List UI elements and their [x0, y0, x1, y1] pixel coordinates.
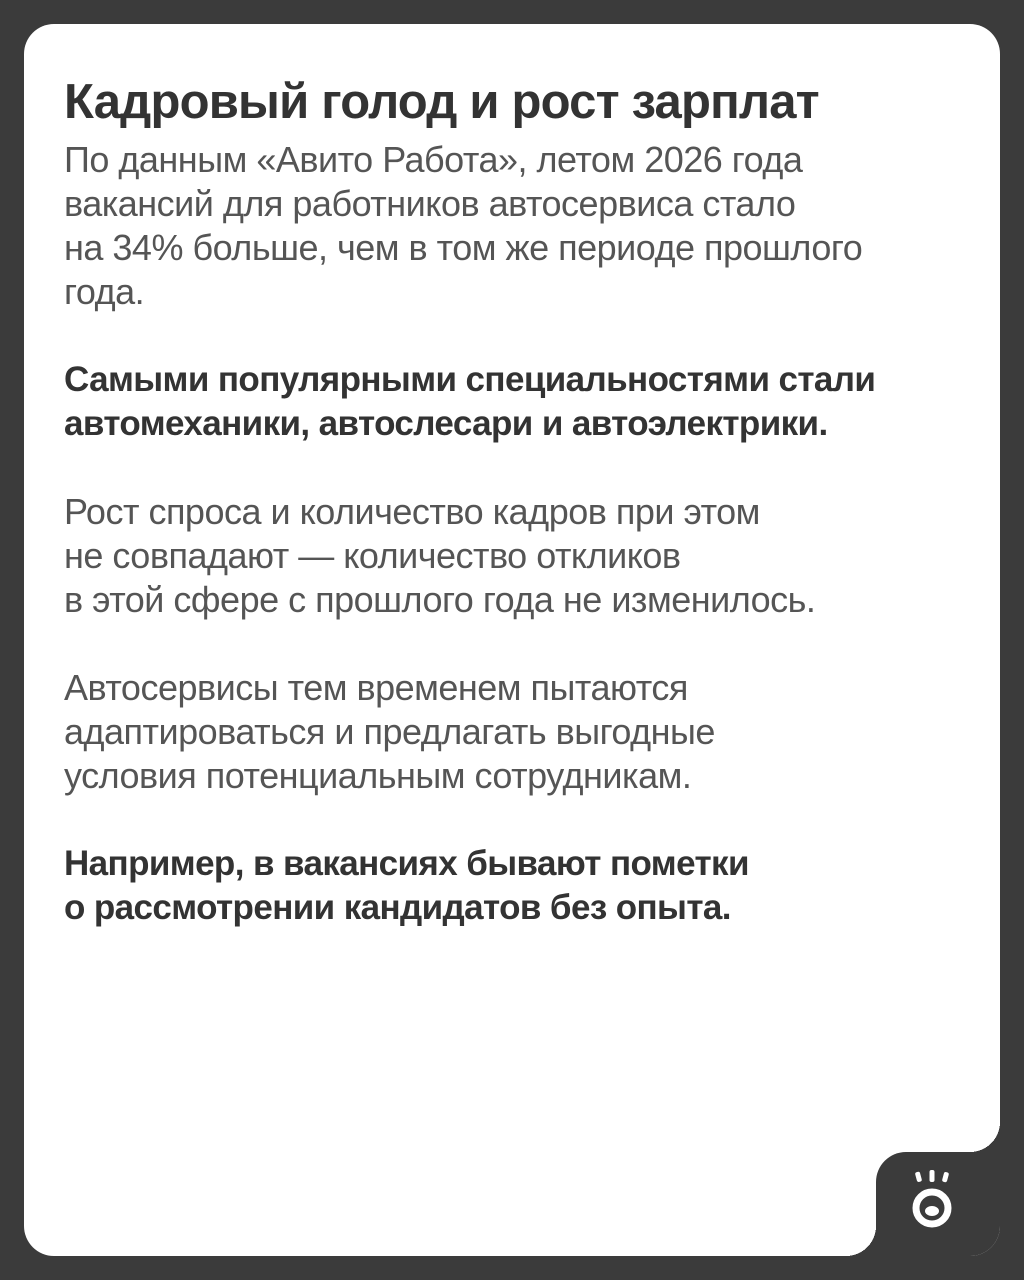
paragraph-demand-mismatch: Рост спроса и количество кадров при этом не совпадают — количество откликов в этой сфере с прошлого года не изменилось.: [64, 491, 816, 620]
paragraph-popular-specialties: Самыми популярными специальностями стали автомеханики, автослесари и автоэлектрики.: [64, 360, 876, 443]
logo-badge: [876, 1152, 1000, 1256]
paragraph-avito-stats: По данным «Авито Работа», летом 2026 года вакансий для работников автосервиса стало на 34% больше, чем в том же периоде прошлого года.: [64, 139, 863, 312]
content-card: [24, 24, 1000, 1256]
paragraph-example-no-experience: Например, в вакансиях бывают пометки о рассмотрении кандидатов без опыта.: [64, 844, 749, 927]
page-title: Кадровый голод и рост зарплат: [64, 75, 819, 129]
paragraph-services-adapt: Автосервисы тем временем пытаются адаптироваться и предлагать выгодные условия потенциальным сотрудникам.: [64, 667, 715, 796]
eye-logo-icon: [908, 1168, 956, 1230]
